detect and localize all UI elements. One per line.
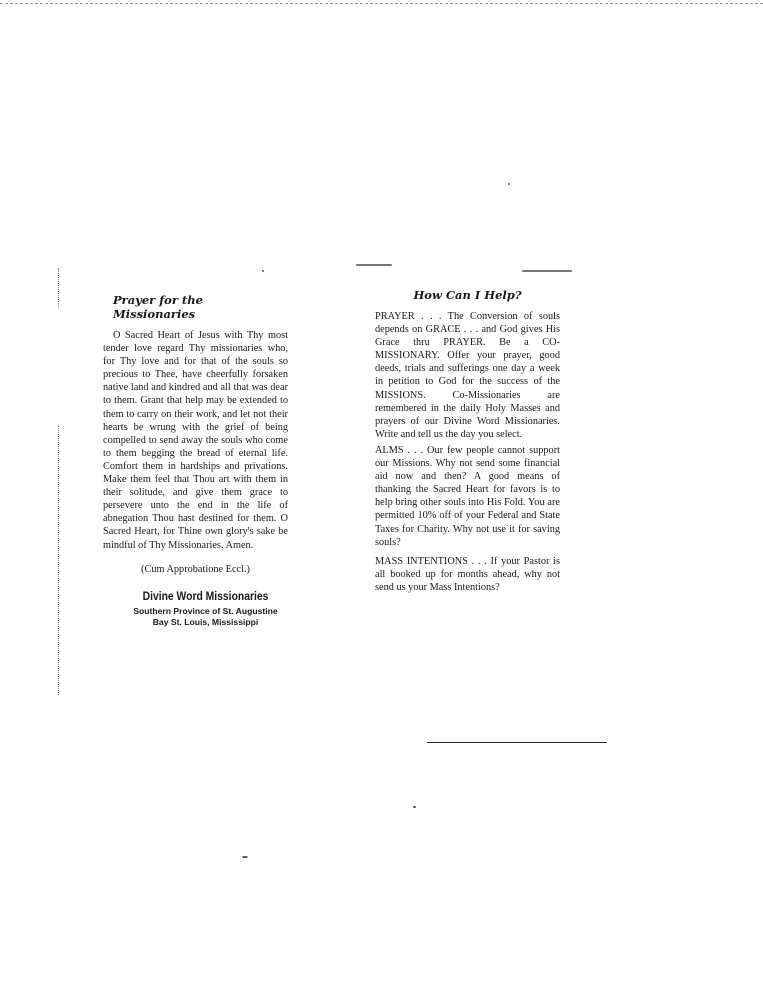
- mass-intentions-paragraph: MASS INTENTIONS . . . If your Pastor is all booked up for months ahead, why not send us your Mass Intentions?: [375, 555, 560, 593]
- organization-address: Bay St. Louis, Mississippi: [152, 616, 259, 627]
- margin-marks-top: [58, 268, 61, 308]
- organization-province: Southern Province of St. Augustine: [133, 605, 278, 616]
- organization-name: Divine Word Missionaries: [142, 590, 269, 603]
- help-heading: How Can I Help?: [413, 288, 522, 302]
- speck: [522, 270, 572, 272]
- approbation-note: (Cum Approbatione Eccl.): [141, 563, 250, 575]
- margin-marks-side: [58, 425, 61, 695]
- speck: [262, 270, 264, 272]
- speck: [242, 856, 248, 858]
- help-column: [375, 288, 560, 597]
- prayer-paragraph: PRAYER . . . The Conversion of souls depends on GRACE . . . and God gives His Grace thru PRAYER. Be a CO-MISSIONARY. Offer your prayer, good deeds, trials and sufferings one day a week in petition to God for the success of the MISSIONS. Co-Missionaries are remembered in the daily Holy Masses and prayers of our Divine Word Missionaries. Write and tell us the day you select.: [375, 311, 560, 440]
- prayer-column: [103, 293, 288, 627]
- speck: [508, 183, 510, 185]
- prayer-heading: Prayer for the Missionaries: [113, 293, 203, 321]
- speck: [413, 806, 416, 808]
- divider-rule: [427, 742, 607, 743]
- alms-paragraph: ALMS . . . Our few people cannot support our Missions. Why not send some financial aid now and then? A good means of thanking the Sacred Heart for favors is to help bring other souls into His Fold. You are permitted 10% off of your Federal and State Taxes for Charity. Why not use it for saving souls?: [375, 444, 560, 548]
- prayer-text: O Sacred Heart of Jesus with Thy most tender love regard Thy missionaries who, for Thy love and for that of the souls so precious to Thee, have cheerfully forsaken native land and kindred and all that was dear to them. Grant that help may be extended to them to carry on their work, and let not their hearts be wrung with the grief of being compelled to send away the souls who come to them begging the bread of eternal life. Comfort them in hardships and privations. Make them feel that Thou art with them in their solitude, and give them grace to persevere unto the end in the life of abnegation Thou hast destined for them. O Sacred Heart, for Thine own glory's sake be mindful of Thy Missionaries. Amen.: [103, 330, 288, 551]
- top-edge-dots: [0, 3, 763, 4]
- speck: [356, 264, 392, 266]
